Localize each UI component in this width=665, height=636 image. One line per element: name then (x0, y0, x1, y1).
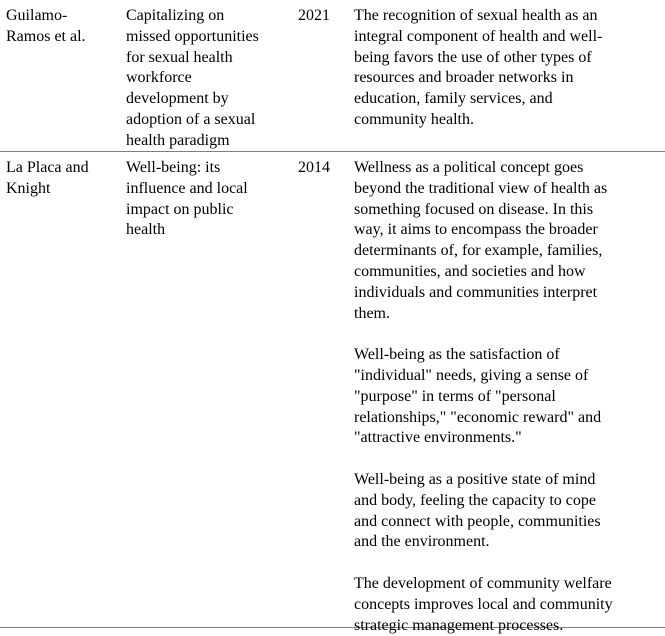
description-line: Well-being as the satisfaction of (354, 346, 560, 364)
description-line: "attractive environments." (354, 429, 522, 447)
title-line: development by (126, 90, 229, 108)
description-line: integral component of health and well- (354, 27, 603, 45)
description-cell (354, 152, 644, 636)
title-line: for sexual health (126, 48, 233, 66)
table-row (0, 152, 665, 634)
description-line: "purpose" in terms of "personal (354, 387, 556, 405)
description-line: The recognition of sexual health as an (354, 7, 598, 24)
description-line: and body, feeling the capacity to cope (354, 491, 596, 509)
description-line: something focused on disease. In this (354, 200, 594, 218)
description-line: community health. (354, 110, 474, 128)
title-line: impact on public (126, 200, 234, 218)
title-line: health paradigm (126, 131, 230, 149)
description-paragraph (354, 6, 644, 131)
title-line: health (126, 221, 166, 239)
description-paragraph (354, 345, 644, 449)
description-line: determinants of, for example, families, (354, 242, 603, 260)
description-line: resources and broader networks in (354, 69, 574, 87)
description-paragraph (354, 158, 644, 324)
description-line: beyond the traditional view of health as (354, 179, 608, 197)
title-line: adoption of a sexual (126, 110, 256, 128)
description-line: "individual" needs, giving a sense of (354, 366, 589, 384)
description-line: being favors the use of other types of (354, 48, 592, 66)
description-line: Wellness as a political concept goes (354, 159, 584, 176)
title-line: Capitalizing on (126, 7, 225, 24)
title-cell (126, 152, 288, 241)
author-cell (6, 152, 114, 200)
description-line: individuals and communities interpret (354, 283, 598, 301)
description-line: The development of community welfare (354, 574, 612, 592)
description-line: them. (354, 304, 390, 322)
year-cell: 2021 (298, 7, 330, 24)
description-paragraph (354, 574, 644, 636)
description-line: concepts improves local and community (354, 595, 613, 613)
title-cell (126, 0, 288, 152)
author-line: La Placa and (6, 159, 89, 176)
author-line: Guilamo- (6, 7, 68, 24)
title-line: Well-being: its (126, 159, 221, 176)
description-line: way, it aims to encompass the broader (354, 221, 598, 239)
year-cell: 2014 (298, 159, 330, 176)
description-cell (354, 0, 644, 131)
description-line: and the environment. (354, 533, 490, 551)
author-line: Knight (6, 179, 51, 197)
title-line: influence and local (126, 179, 248, 197)
description-line: relationships," "economic reward" and (354, 408, 602, 426)
title-line: missed opportunities (126, 27, 259, 45)
description-line: strategic management processes. (354, 616, 564, 634)
description-line: education, family services, and (354, 90, 553, 108)
description-line: communities, and societies and how (354, 262, 586, 280)
author-line: Ramos et al. (6, 27, 86, 45)
title-line: workforce (126, 69, 192, 87)
description-paragraph (354, 470, 644, 553)
author-cell (6, 0, 114, 48)
table-row (0, 0, 665, 152)
description-line: Well-being as a positive state of mind (354, 470, 596, 488)
description-line: and connect with people, communities (354, 512, 601, 530)
